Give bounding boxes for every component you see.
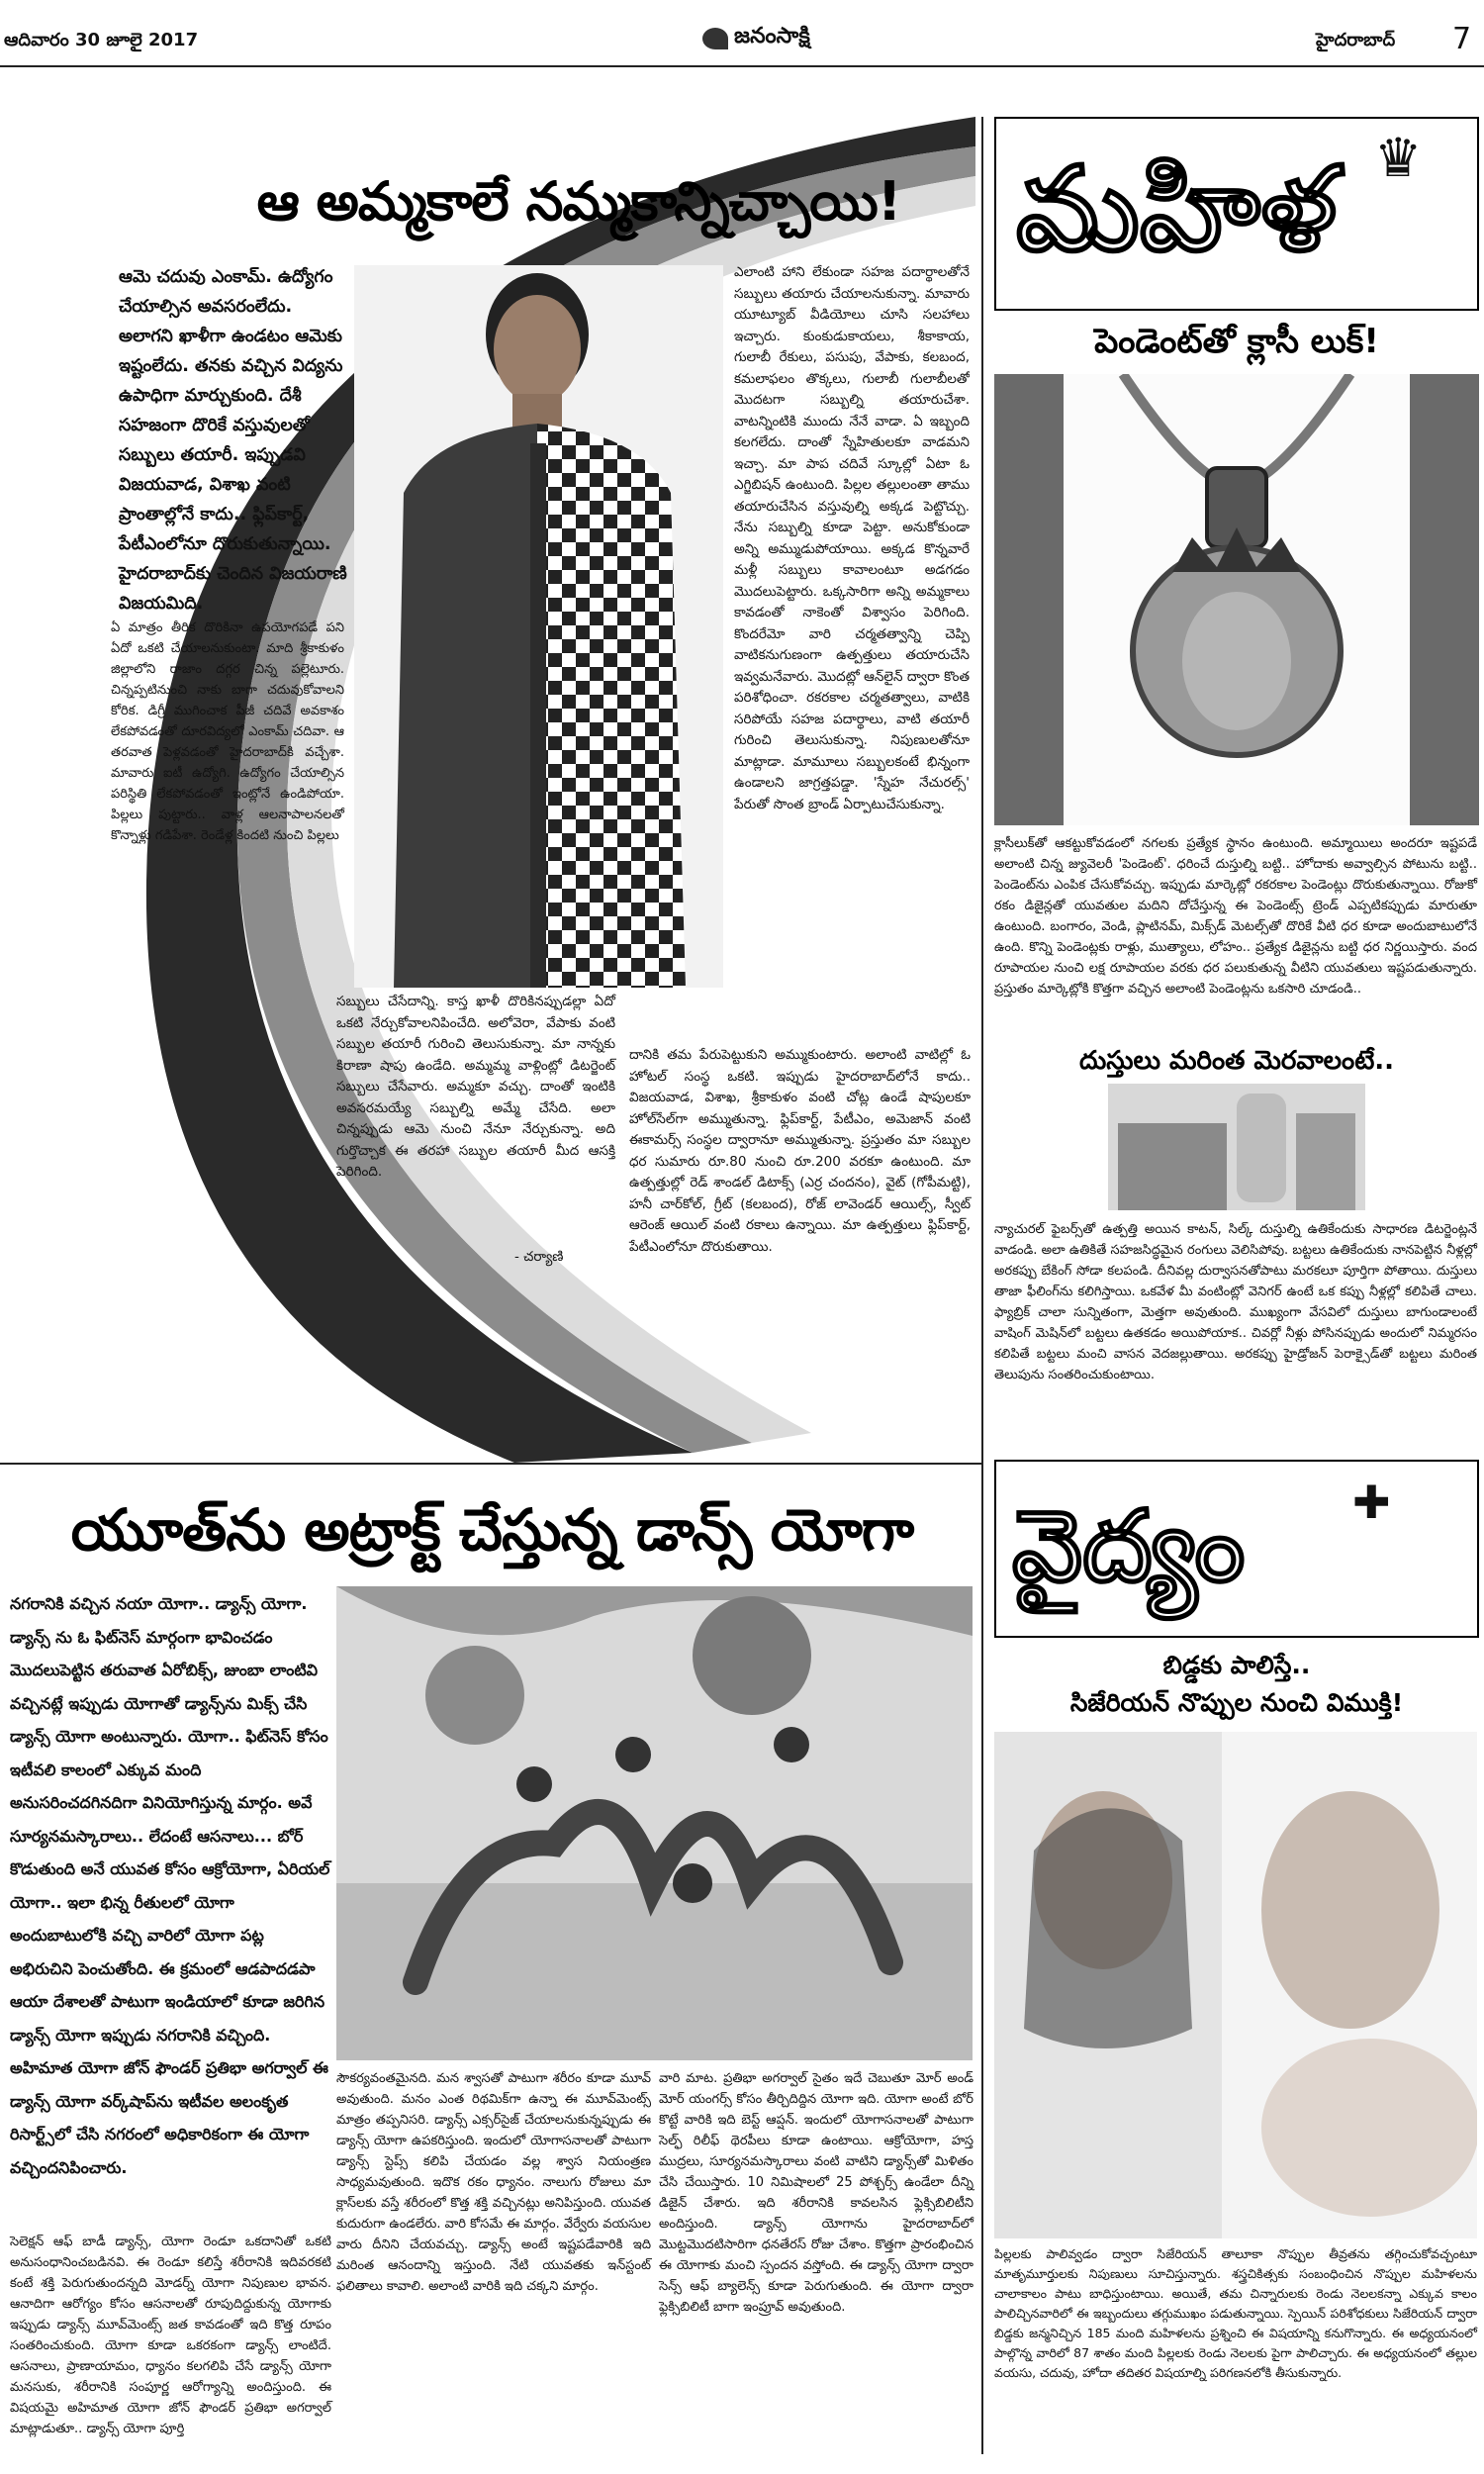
header-rule <box>0 65 1484 67</box>
laundry-basket <box>1108 1084 1365 1210</box>
dance-yoga-group <box>336 1586 973 2060</box>
article2-body1: సెలెక్షన్ ఆఫ్ బాడీ డ్యాన్స్, యోగా రెండూ ఒకదానితో ఒకటి అనుసంధానించబడినవి. ఈ రెండూ కలిస్తే శరీరానికి ఇదివరకటి కంటే శక్తి పెరుగుతుందన్నది మోడర్న్ యోగా నిపుణుల భావన. ఆనాదిగా ఆరోగ్యం కోసం ఆసనాలతో రూపుదిద్దుకున్న యోగాకు ఇప్పుడు డ్యాన్స్ మూవ్‌మెంట్స్ జత కావడంతో ఇది కొత్త రూపం సంతరించుకుంది. యోగా కూడా ఒకరకంగా డ్యాన్స్ లాంటిదే. ఆసనాలు, ప్రాణాయామం, ధ్యానం కలగలిపి చేసే డ్యాన్స్ యోగా మనసుకు, శరీరానికి సంపూర్ణ ఆరోగ్యాన్ని అందిస్తుంది. ఈ విషయమై అహిమాత యోగా జోన్ ఫౌండర్ ప్రతిభా అగర్వాల్ మాట్లాడుతూ.. డ్యాన్స్ యోగా పూర్తి <box>10 2235 331 2436</box>
yoga-photo <box>336 1586 973 2060</box>
vaidyam-text: పిల్లలకు పాలివ్వడం ద్వారా సిజేరియన్ తాలూకా నొప్పుల తీవ్రతను తగ్గించుకోవచ్చంటూ మాతృమూర్తులకు నిపుణులు సూచిస్తున్నారు. శస్త్రచికిత్సకు సంబంధించిన నొప్పుల మహిళలను చాలాకాలం పాటు బాధిస్తుంటాయి. అయితే, తమ చిన్నారులకు రెండు నెలలకన్నా ఎక్కువ కాలం పాలిచ్చినవారిలో ఈ ఇబ్బందులు తగ్గుముఖం పడుతున్నాయి. స్పెయిన్ పరిశోధకులు సిజేరియన్ ద్వారా బిడ్డకు జన్మనిచ్చిన 185 మంది మహిళలను ప్రశ్నించి ఈ విషయాన్ని కనుగొన్నారు. ఈ అధ్యయనంలో పాల్గొన్న వారిలో 87 శాతం మంది పిల్లలకు రెండు నెలలకు పైగా పాలిచ్చారు. ఈ అధ్యయనంలో తల్లుల వయసు, చదువు, హోదా తదితర విషయాల్ని పరిగణనలోకి తీసుకున్నారు. <box>994 2246 1477 2380</box>
clothes-headline: దుస్తులు మరింత మెరవాలంటే.. <box>1078 1046 1395 1076</box>
column-divider <box>981 117 983 2454</box>
article1-col3: సబ్బులు చేసేదాన్ని. కాస్త ఖాళీ దొరికినప్పుడల్లా ఏదో ఒకటి నేర్చుకోవాలనిపించేది. అలోవెరా, వేపాకు వంటి సబ్బుల తయారీ గురించి తెలుసుకున్నా. మా నాన్నకు కిరాణా షాపు ఉండేది. అమ్మమ్మ వాళ్లింట్లో డిటర్జెంట్ సబ్బులు చేసేవారు. అమ్మకూ వచ్చు. దాంతో ఇంటికి అవసరమయ్యే సబ్బుల్ని అమ్మే చేసేది. అలా చిన్నప్పుడు ఆమె నుంచి నేనూ నేర్చుకున్నా. అది గుర్తొచ్చాక ఈ తరహా సబ్బుల తయారీ మీద ఆసక్తి పెరిగింది. <box>336 994 615 1180</box>
page-number: 7 <box>1452 22 1472 56</box>
article1-headline: ఆ అమ్మకాలే నమ్మకాన్నిచ్చాయి! <box>256 170 901 233</box>
mother-baby <box>994 1732 1477 2238</box>
medical-cross-icon: ✚ <box>1352 1475 1391 1529</box>
vaidyam-masthead-box <box>994 1460 1479 1638</box>
paper-name: జనంసాక్షి <box>734 24 810 48</box>
article2-intro: నగరానికి వచ్చిన నయా యోగా.. డ్యాన్స్ యోగా. డ్యాన్స్ ను ఓ ఫిట్‌నెస్ మార్గంగా భావించడం మొదలుపెట్టిన తరువాత ఏరోబిక్స్, జుంబా లాంటివి వచ్చినట్లే ఇప్పుడు యోగాతో డ్యాన్స్‌ను మిక్స్ చేసి డ్యాన్స్ యోగా అంటున్నారు. యోగా.. ఫిట్‌నెస్ కోసం ఇటీవలి కాలంలో ఎక్కువ మంది అనుసరించదగినదిగా వినియోగిస్తున్న మార్గం. అవే సూర్యనమస్కారాలు.. లేదంటే ఆసనాలు... బోర్ కొడుతుంది అనే యువత కోసం ఆక్రోయోగా, ఏరియల్ యోగా.. ఇలా భిన్న రీతులలో యోగా అందుబాటులోకి వచ్చి వారిలో యోగా పట్ల అభిరుచిని పెంచుతోంది. ఈ క్రమంలో ఆడపాదడపా ఆయా దేశాలతో పాటుగా ఇండియాలో కూడా జరిగిన డ్యాన్స్ యోగా ఇప్పుడు నగరానికి వచ్చింది. అహిమాత యోగా జోన్ ఫౌండర్ ప్రతిభా అగర్వాల్ ఈ డ్యాన్స్ యోగా వర్క్‌షాప్‌ను ఇటీవల అలంకృత రిసార్ట్స్‌లో చేసి నగరంలో అధికారికంగా ఈ యోగా వచ్చిందనిపించారు. <box>10 1594 330 2177</box>
photo-bar-right <box>1410 374 1479 825</box>
article1-intro: ఆమె చదువు ఎంకామ్. ఉద్యోగం చేయాల్సిన అవసరంలేదు. అలాగని ఖాళీగా ఉండటం ఆమెకు ఇష్టంలేదు. తనకు వచ్చిన విద్యను ఉపాధిగా మార్చుకుంది. దేశీ సహజంగా దొరికే వస్తువులతో సబ్బులు తయారీ. ఇప్పుడవి విజయవాడ, విశాఖ వంటి ప్రాంతాల్లోనే కాదు.. ఫ్లిప్‌కార్ట్, పేటీఎంలోనూ దొరుకుతున్నాయి. హైదరాబాద్‌కు చెందిన విజయరాణి విజయమిది. <box>119 267 347 614</box>
section-divider <box>0 1463 981 1465</box>
lion-pendant <box>1064 374 1410 825</box>
logo-icon <box>702 28 728 49</box>
paper-logo <box>702 24 810 53</box>
woman-figure <box>354 265 723 988</box>
vaidyam-masthead: వైద్యం <box>1012 1487 1246 1604</box>
article1-photo <box>354 265 723 988</box>
clothes-text: న్యాచురల్ ఫైబర్స్‌తో ఉత్పత్తి అయిన కాటన్, సిల్క్ దుస్తుల్ని ఉతికేందుకు సాధారణ డిటర్జెంట్లనే వాడండి. అలా ఉతికితే సహజసిద్ధమైన రంగులు వెలిసిపోవు. బట్టలు ఉతికేందుకు నానపెట్టిన నీళ్లల్లో అరకప్పు బేకింగ్ సోడా కలపండి. దీనివల్ల దుర్వాసనతోపాటు మరకలూ పూర్తిగా పోతాయి. దుస్తులు తాజా ఫీలింగ్‌ను కలిగిస్తాయి. ఒకవేళ మీ వంటింట్లో వెనిగర్ ఉంటే ఒక కప్పు నీళ్లల్లో కలిపితే చాలు. ఫ్యాబ్రిక్ చాలా సున్నితంగా, మెత్తగా అవుతుంది. ముఖ్యంగా వేసవిలో దుస్తులు బాగుండాలంటే వాషింగ్ మెషిన్‌లో బట్టలు ఉతకడం అయిపోయాక.. చివర్లో నీళ్లు పోసినప్పుడు అందులో నిమ్మరసం కలిపితే బట్టలు మంచి వాసన వెదజల్లుతాయి. అరకప్పు హైడ్రోజన్ పెరాక్సైడ్‌తో బట్టలు మరింత తెలుపును సంతరించుకుంటాయి. <box>994 1222 1477 1382</box>
mahila-text: క్లాసీలుక్‌తో ఆకట్టుకోవడంలో నగలకు ప్రత్యేక స్థానం ఉంటుంది. అమ్మాయిలు అందరూ ఇష్టపడే అలాంటి చిన్న జ్యువెలరీ 'పెండెంట్'. ధరించే దుస్తుల్ని బట్టి.. హోదాకు అవ్వాల్సిన పోటును బట్టి.. పెండెంట్‌ను ఎంపిక చేసుకోవచ్చు. ఇప్పుడు మార్కెట్లో రకరకాల పెండెంట్లు దొరుకుతున్నాయి. రోజుకో రకం డిజైన్లతో యువతుల మదిని దోచేస్తున్న ఈ పెండెంట్స్ ట్రెండ్ ఎప్పటికప్పుడు మారుతూ ఉంటుంది. బంగారం, వెండి, ప్లాటినమ్, మిక్స్‌డ్ మెటల్స్‌తో దొరికే వీటి ధర కూడా అందుబాటులోనే ఉంది. కొన్ని పెండెంట్లకు రాళ్లు, ముత్యాలు, లోహం.. ప్రత్యేక డిజైన్లను బట్టి ధర నిర్ణయిస్తారు. వంద రూపాయల నుంచి లక్ష రూపాయల వరకు ధర పలుకుతున్న వీటిని యువతులు ఇష్టపడుతున్నారు. ప్రస్తుతం మార్కెట్లోకి కొత్తగా వచ్చిన అలాంటి పెండెంట్లను ఒకసారి చూడండి.. <box>994 836 1477 997</box>
article2-body2: సౌకర్యవంతమైనది. మన శ్వాసతో పాటుగా శరీరం కూడా మూవ్‌ అవుతుంది. మనం ఎంత రిథమిక్‌గా ఉన్నా ఈ మూవ్‌మెంట్స్ మాత్రం తప్పనిసరి. డ్యాన్స్ ఎక్సర్‌సైజ్ చేయాలనుకున్నప్పుడు ఈ డ్యాన్స్ యోగా ఉపకరిస్తుంది. ఇందులో యోగాసనాలతో పాటుగా డ్యాన్స్ స్టెప్స్ కలిపి చేయడం వల్ల శ్వాస నియంత్రణ సాధ్యమవుతుంది. ఇదొక రకం ధ్యానం. నాలుగు రోజులు మా క్లాస్‌లకు వస్తే శరీరంలో కొత్త శక్తి వచ్చినట్లు అనిపిస్తుంది. యువత కుదురుగా ఉండలేరు. వారి కోసమే ఈ మార్గం. వేర్వేరు వయసుల వారు దీనిని చేయవచ్చు. డ్యాన్స్ అంటే ఇష్టపడేవారికి ఇది మరింత ఆనందాన్ని ఇస్తుంది. నేటి యువతకు ఇన్‌స్టంట్ ఫలితాలు కావాలి. అలాంటి వారికి ఇది చక్కని మార్గం. <box>336 2071 651 2294</box>
article2-headline: యూత్‌ను అట్రాక్ట్ చేస్తున్న డాన్స్ యోగా <box>70 1496 914 1564</box>
article1-col4: దానికి తమ పేరుపెట్టుకుని అమ్ముకుంటారు. అలాంటి వాటిల్లో ఓ హోటల్ సంస్థ ఒకటి. ఇప్పుడు హైదరాబాద్‌లోనే కాదు.. విజయవాడ, విశాఖ, శ్రీకాకుళం వంటి చోట్ల ఉండే షాపులకూ హోల్‌సేల్‌గా అమ్ముతున్నా. ఫ్లిప్‌కార్ట్, పేటీఎం, అమెజాన్ వంటి ఈకామర్స్ సంస్థల ద్వారానూ అమ్ముతున్నా. ప్రస్తుతం మా సబ్బుల ధర సుమారు రూ.80 నుంచి రూ.200 వరకూ ఉంటుంది. మా ఉత్పత్తుల్లో రెడ్ శాండల్ డిటాక్స్ (ఎర్ర చందనం), వైట్ (గోపీమట్టి), హనీ చార్‌కోల్, గ్రీట్ (కలబంద), రోజ్ లావెండర్ ఆయిల్స్, స్వీట్ ఆరెంజ్ ఆయిల్ వంటి రకాలు ఉన్నాయి. మా ఉత్పత్తులు ఫ్లిప్‌కార్ట్, పేటీఎంలోనూ దొరుకుతాయి. <box>629 1047 971 1255</box>
vaidyam-headline-2: సిజేరియన్ నొప్పుల నుంచి విముక్తి! <box>1069 1688 1404 1717</box>
article1-col2: ఎలాంటి హాని లేకుండా సహజ పదార్థాలతోనే సబ్బులు తయారు చేయాలనుకున్నా. మావారు యూట్యూబ్ వీడియోలు చూసి సలహాలు ఇచ్చారు. కుంకుడుకాయలు, శీకాకాయ, గులాబీ రేకులు, పసుపు, వేపాకు, కలబంద, కమలాఫలం తొక్కలు, గులాబీ గులాబీలతో మొదటగా సబ్బుల్ని తయారుచేశా. వాటన్నింటికి ముందు నేనే వాడా. ఏ ఇబ్బంది కలగలేదు. దాంతో స్నేహితులకూ వాడమని ఇచ్చా. మా పాప చదివే స్కూల్లో ఏటా ఓ ఎగ్జిబిషన్ ఉంటుంది. పిల్లల తల్లులంతా తాము తయారుచేసిన వస్తువుల్ని అక్కడ పెట్టొచ్చు. నేను సబ్బుల్ని కూడా పెట్టా. అనుకోకుండా అన్ని అమ్ముడుపోయాయి. అక్కడ కొన్నవారే మళ్లీ సబ్బులు కావాలంటూ అడగడం మొదలుపెట్టారు. ఒక్కసారిగా అన్ని అమ్మకాలు కావడంతో నాకెంతో విశ్వాసం పెరిగింది. కొందరేమో వారి చర్మతత్వాన్ని చెప్పి వాటికనుగుణంగా ఉత్పత్తులు తయారుచేసి ఇవ్వమనేవారు. మొదట్లో ఆన్‌లైన్ ద్వారా కొంత పరిశోధించా. రకరకాల చర్మతత్వాలు, వాటికి సరిపోయే సహజ పదార్థాలు, వాటి తయారీ గురించి తెలుసుకున్నా. నిపుణులతోనూ మాట్లాడా. మామూలు సబ్బులకంటే భిన్నంగా ఉండాలని జాగ్రత్తపడ్డా. 'స్నేహ నేచురల్స్' పేరుతో సొంత బ్రాండ్ ఏర్పాటుచేసుకున్నా. <box>734 264 970 812</box>
pendant-photo <box>994 374 1479 825</box>
header-date: ఆదివారం 30 జూలై 2017 <box>4 30 199 50</box>
mahila-headline: పెండెంట్‌తో క్లాసీ లుక్! <box>1094 322 1379 361</box>
header-city: హైదరాబాద్ <box>1316 30 1396 50</box>
mahila-masthead-box <box>994 117 1479 311</box>
mahila-masthead: మహిళ <box>1016 140 1338 277</box>
article1-col1: ఏ మాత్రం తీరిక దొరికినా ఉపయోగపడే పని ఏదో ఒకటి చేయాలనుకుంటా. మాది శ్రీకాకుళం జిల్లాలోని రాజాం దగ్గర చిన్న పల్లెటూరు. చిన్నప్పటినుంచి నాకు బాగా చదువుకోవాలని కోరిక. డిగ్రీ ముగించాక పీజీ చదివే అవకాశం లేకపోవడంతో దూరవిద్యలో ఎంకామ్ చదివా. ఆ తరవాత పెళ్లవడంతో హైదరాబాద్‌కి వచ్చేశా. మావారు ఐటీ ఉద్యోగి. ఉద్యోగం చేయాల్సిన పరిస్థితి లేకపోవడంతో ఇంట్లోనే ఉండిపోయా. పిల్లలు పుట్టారు.. వాళ్ల ఆలనాపాలనలతో కొన్నాళ్లు గడిపేశా. రెండేళ్ల కిందటి నుంచి పిల్లలు <box>111 620 344 843</box>
crown-icon: ♛ <box>1374 127 1423 189</box>
photo-bar-left <box>994 374 1064 825</box>
clothes-photo <box>1108 1084 1365 1210</box>
vaidyam-headline-1: బిడ్డకు పాలిస్తే.. <box>1162 1651 1311 1679</box>
article2-body3: వారి మాట. ప్రతిభా అగర్వాల్ సైతం ఇదే చెబుతూ మోర్ అండ్ మోర్ యంగర్స్ కోసం తీర్చిదిద్దిన యోగా ఇది. యోగా అంటే బోర్ కొట్టే వారికి ఇది బెస్ట్ ఆప్షన్. ఇందులో యోగాసనాలతో పాటుగా సెల్ఫ్ రిలీఫ్ థెరపీలు కూడా ఉంటాయి. ఆక్రోయోగా, హస్త ముద్రలు, సూర్యనమస్కారాలు వంటి వాటిని డ్యాన్స్‌తో మిళితం చేసి చేయిస్తారు. 10 నిమిషాలలో 25 పోశ్చర్స్ ఉండేలా దీన్ని డిజైన్ చేశారు. ఇది శరీరానికి కావలసిన ఫ్లెక్సిబిలిటీని అందిస్తుంది. డ్యాన్స్ యోగాను హైదరాబాద్‌లో మొట్టమొదటిసారిగా ధనతేరస్ రోజు చేశాం. కొత్తగా ప్రారంభించిన ఈ యోగాకు మంచి స్పందన వస్తోంది. ఈ డ్యాన్స్ యోగా ద్వారా సెన్స్ ఆఫ్ బ్యాలెన్స్‌ కూడా పెరుగుతుంది. ఈ యోగా ద్వారా ఫ్లెక్సిబిలిటీ బాగా ఇంప్రూవ్ అవుతుంది. <box>659 2071 974 2315</box>
mother-photo <box>994 1732 1477 2238</box>
article1-byline: - చర్యాణి <box>514 1249 564 1265</box>
